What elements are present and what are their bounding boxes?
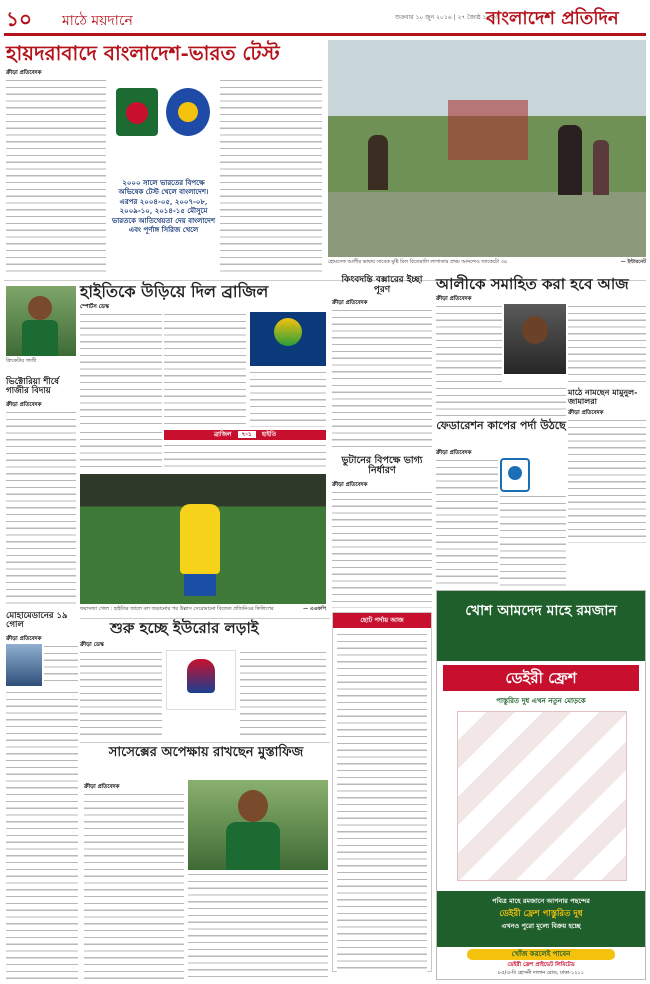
- gazi-photo-caption: ক্রিকেটার গাজী: [6, 358, 37, 364]
- photo-ali-caption: [328, 259, 646, 266]
- dairy-fresh-ad: [436, 590, 646, 980]
- tv-box-title: ছোট পর্দায় আজ: [333, 613, 431, 628]
- euro-headline: শুরু হচ্ছে ইউরোর লড়াই: [110, 619, 259, 637]
- photo-muhammad-ali: [504, 304, 566, 374]
- lead-byline: ক্রীড়া প্রতিবেদক: [6, 70, 42, 76]
- bff-logo: [500, 458, 530, 492]
- brazil-photo-caption: [80, 606, 326, 613]
- bhutan-byline: ক্রীড়া প্রতিবেদক: [332, 482, 368, 488]
- copa-america-logo: [250, 312, 326, 366]
- gazi-byline: ক্রীড়া প্রতিবেদক: [6, 402, 42, 408]
- mohammedan-column-2: [6, 690, 78, 980]
- euro-column-2: [240, 650, 326, 738]
- brazil-column-2b: [164, 443, 326, 471]
- mamun-byline: ক্রীড়া প্রতিবেদক: [568, 410, 604, 416]
- ali-headline: আলীকে সমাহিত করা হবে আজ: [436, 275, 629, 293]
- bcb-logo: [116, 88, 158, 136]
- brazil-headline: হাইতিকে উড়িয়ে দিল ব্রাজিল: [80, 282, 269, 301]
- header-rule: [4, 33, 646, 36]
- photo-mohammedan-player: [6, 644, 42, 686]
- mustafiz-byline: ক্রীড়া প্রতিবেদক: [84, 784, 120, 790]
- brazil-scoreline: [164, 430, 326, 440]
- mohammedan-headline: মোহামেডানের ১৯ গোল: [6, 611, 68, 631]
- euro-column-1: [80, 650, 162, 738]
- score-away: হাইতি: [261, 431, 277, 438]
- brazil-column-2: [164, 312, 246, 427]
- ad-product-packs: [457, 711, 627, 881]
- ad-company: ডেইরী ফ্রেশ প্রাইভেট লিমিটেড: [507, 962, 575, 968]
- federation-column-1: [436, 458, 498, 586]
- ad-address: ৮৫/এ-বি হোসনী দালান রোড, ঢাকা-১২১১: [498, 970, 584, 976]
- tv-listings: [337, 632, 427, 972]
- newspaper-brand: বাংলাদেশ প্রতিদিন: [486, 8, 619, 29]
- brazil-column-1: [80, 312, 162, 427]
- photo-brazil-player: [80, 474, 326, 604]
- euro-byline: ক্রীড়া ডেস্ক: [80, 642, 104, 648]
- ali-column-1: [436, 304, 502, 384]
- ad-footer-2: ডেইরী ফ্রেশ পাস্তুরিত দুধ: [499, 909, 583, 919]
- page-number: ১০: [6, 7, 32, 31]
- photo-ali-caption-text: হোমসেফ আলীর ভাষায় সাবেক মুষ্টি মিল বিতেরালি লাগাতার প্রথম আনন্দেও জাকেটো ৩৪: [328, 259, 508, 265]
- ad-brand: ডেইরী ফ্রেশ: [443, 665, 639, 691]
- brazil-byline: স্পোর্টস ডেস্ক: [80, 304, 109, 310]
- mamun-column: [568, 418, 646, 543]
- ad-tagline: পাস্তুরিত দুধ এখন নতুন মোড়কে: [496, 697, 586, 705]
- tv-box: [332, 612, 432, 972]
- issue-date: শুক্রবার ১০ জুন ২০১৬ | ২৭ জ্যৈষ্ঠ ১৪২৩: [395, 14, 499, 21]
- ad-footer-1: পবিত্র মাহে রমজানে আপনার পছন্দের: [492, 897, 590, 905]
- ad-footer-band: [437, 891, 645, 947]
- brazil-column-1b: [80, 430, 162, 470]
- score-result: ৭-১: [238, 431, 256, 438]
- divider: [80, 742, 330, 743]
- federation-headline: ফেডারেশন কাপের পর্দা উঠছে: [436, 419, 566, 432]
- lead-column-3: [220, 78, 322, 276]
- mustafiz-headline: সাসেক্সের অপেক্ষায় রাখছেন মুস্তাফিজ: [108, 745, 304, 760]
- bhutan-headline: ভুটানের বিপক্ষে ভাগ্য নির্ধারণ: [341, 455, 423, 477]
- photo-ali-credit: — ইন্টারনেট: [620, 259, 646, 265]
- photo-gazi: [6, 286, 76, 356]
- brazil-photo-credit: — এএফপি: [303, 606, 326, 612]
- brazil-column-3: [250, 370, 326, 427]
- wish-headline: কিংবদন্তি বক্সারের ইচ্ছা পূরণ: [341, 275, 423, 295]
- mustafiz-column-2: [188, 872, 328, 980]
- federation-column-2: [500, 494, 566, 586]
- mohammedan-byline: ক্রীড়া প্রতিবেদক: [6, 636, 42, 642]
- ali-column-2: [568, 304, 646, 384]
- wish-column: [332, 308, 432, 453]
- mamun-headline: মাঠে নামছেন মামুনুল-জামালরা: [568, 387, 638, 406]
- lead-pull-quote: ২০০০ সালে ভারতের বিপক্ষে অভিষেক টেস্ট খেলে বাংলাদেশ। এরপর ২০০৪-০৫, ২০০৭-০৮, ২০০৯-১০, ২০১৪-১৫ মৌসুমে ভারতকে আতিথেয়তা দেয় বাংলাদেশ এবং পূর্ণাঙ্গ সিরিজ খেলে: [112, 178, 215, 235]
- wish-byline: ক্রীড়া প্রতিবেদক: [332, 300, 368, 306]
- lead-headline: হায়দরাবাদে বাংলাদেশ-ভারত টেস্ট: [6, 41, 280, 65]
- ali-byline: ক্রীড়া প্রতিবেদক: [436, 296, 472, 302]
- federation-byline: ক্রীড়া প্রতিবেদক: [436, 450, 472, 456]
- mohammedan-column-1: [44, 644, 78, 686]
- lead-column-1: [6, 78, 106, 276]
- ad-footer-3: এখনও পুরো মূল্যে বিক্রয় হচ্ছে: [501, 922, 581, 930]
- brazil-caption-text: ফরাসজা গোল : হাইতির জালে বল জড়ানোর পর উল্লাস সেরোমানো বিজেত প্রজিনিওর ফিলিপের: [80, 606, 274, 612]
- photo-ali-tribute: [328, 40, 646, 257]
- ad-slogan: খোশ আমদেদ মাহে রমজান: [465, 603, 617, 619]
- bhutan-column: [332, 490, 432, 608]
- ali-column-3: [436, 386, 566, 416]
- bcci-logo: [166, 88, 210, 136]
- score-home: ব্রাজিল: [213, 431, 232, 438]
- euro-2016-logo: [166, 650, 236, 710]
- ad-footer-4: খোঁজ করলেই পাবেন: [467, 949, 615, 960]
- photo-mustafiz: [188, 780, 328, 870]
- gazi-column: [6, 410, 76, 608]
- mustafiz-column-1: [84, 792, 184, 980]
- gazi-headline: ভিক্টোরিয়া শীর্ষে গাজীর বিদায়: [6, 377, 59, 397]
- lead-logos: [110, 78, 217, 176]
- section-title: মাঠে ময়দানে: [62, 13, 133, 29]
